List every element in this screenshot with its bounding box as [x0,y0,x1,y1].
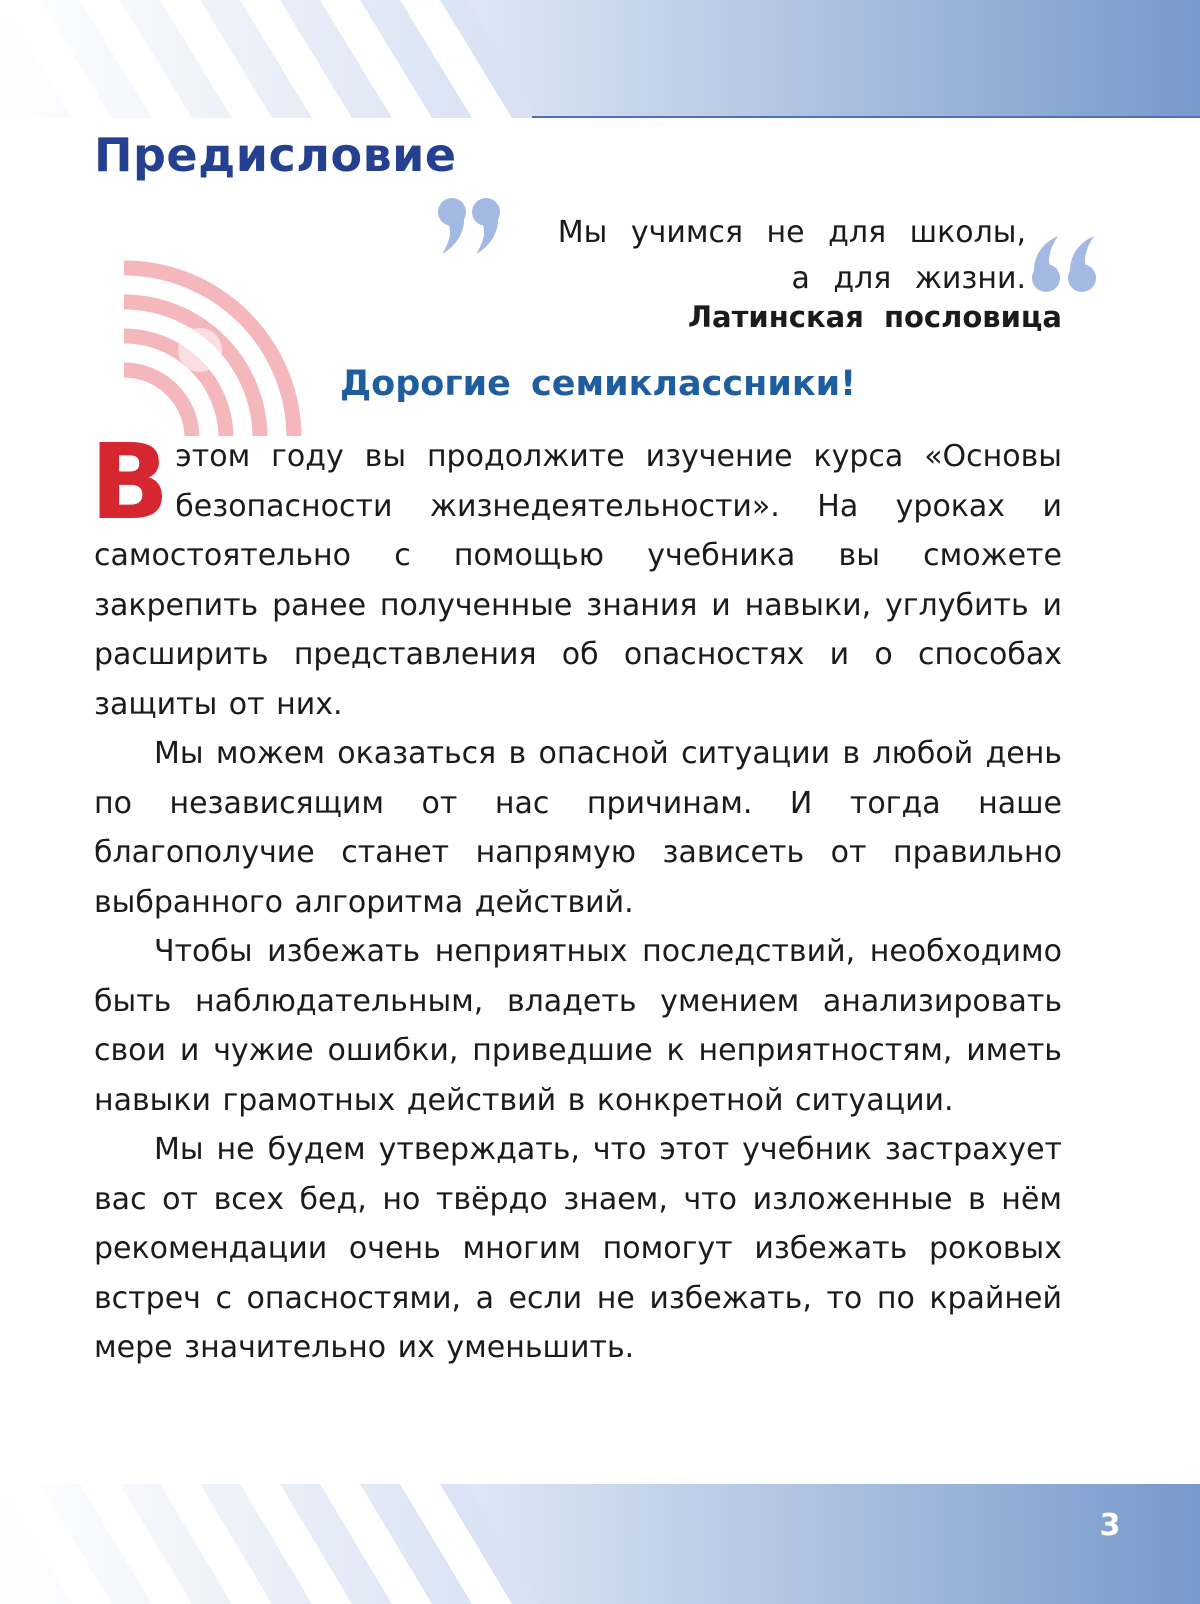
epigraph-line-1: Мы учимся не для школы, [557,215,1026,250]
epigraph-line-2: а для жизни. [791,261,1026,296]
opening-quote-mark-icon [436,196,508,258]
paragraph-2: Мы можем оказаться в опасной ситуации в любой день по независящим от нас причинам. И тогда наше благополучие станет напрямую зависеть от правильно выбранного алгоритма действий. [94,736,1062,920]
decorative-arcs [120,258,310,436]
closing-quote-mark-icon [1028,232,1100,294]
greeting-heading: Дорогие семиклассники! [340,364,857,404]
page-number: 3 [1099,1508,1121,1543]
paragraph-1-text: этом году вы продолжите изучение курса «Основы безопасности жизнедеятельности». На уроках и самостоятельно с помощью учебника вы сможете закрепить ранее полученные знания и навыки, углубить и расширить представления об опасностях и о способах защиты от них. [94,439,1062,722]
drop-cap: В [90,421,170,543]
epigraph-source: Латинская пословица [687,300,1062,334]
body-text [90,421,1062,1373]
epigraph [500,210,1026,302]
paragraph-3: Чтобы избежать неприятных последствий, необходимо быть наблюдательным, владеть умением анализировать свои и чужие ошибки, приведшие к неприятностям, иметь навыки грамотных действий в конкретной ситуации. [94,934,1062,1118]
top-decorative-band [0,0,1200,118]
page-title: Предисловие [94,128,457,182]
bottom-decorative-band [0,1484,1200,1604]
paragraph-4: Мы не будем утверждать, что этот учебник застрахует вас от всех бед, но твёрдо знаем, что изложенные в нём рекомендации очень многим помогут избежать роковых встреч с опасностями, а если не избежать, то по крайней мере значительно их уменьшить. [94,1132,1062,1365]
paragraph-1 [90,421,1062,729]
